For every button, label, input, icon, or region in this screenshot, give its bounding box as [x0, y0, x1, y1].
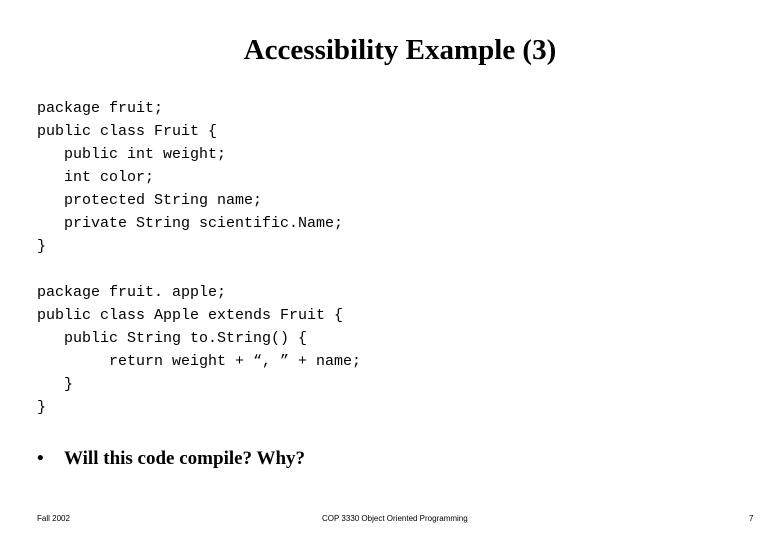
slide-title: Accessibility Example (3) — [243, 34, 557, 66]
code-line: } — [37, 238, 47, 255]
code-line: int color; — [64, 169, 155, 186]
code-line: public String to.String() { — [64, 330, 308, 347]
code-line: public int weight; — [64, 146, 227, 163]
code-block-apple — [37, 281, 361, 419]
code-line: private String scientific.Name; — [64, 215, 344, 232]
bullet-text: Will this code compile? Why? — [64, 448, 306, 469]
code-line: return weight + “, ” + name; — [109, 353, 362, 370]
code-line: } — [64, 376, 74, 393]
code-line: protected String name; — [64, 192, 263, 209]
footer-page-number: 7 — [749, 514, 754, 523]
bullet-icon: • — [37, 448, 44, 469]
code-line: } — [37, 399, 47, 416]
code-line: public class Fruit { — [37, 123, 218, 140]
bullet-question — [37, 446, 305, 472]
code-line: package fruit; — [37, 100, 164, 117]
footer-date: Fall 2002 — [37, 514, 70, 523]
code-line: package fruit. apple; — [37, 284, 227, 301]
footer-course: COP 3330 Object Oriented Programming — [322, 514, 468, 523]
code-block-fruit — [37, 97, 343, 258]
code-line: public class Apple extends Fruit { — [37, 307, 344, 324]
